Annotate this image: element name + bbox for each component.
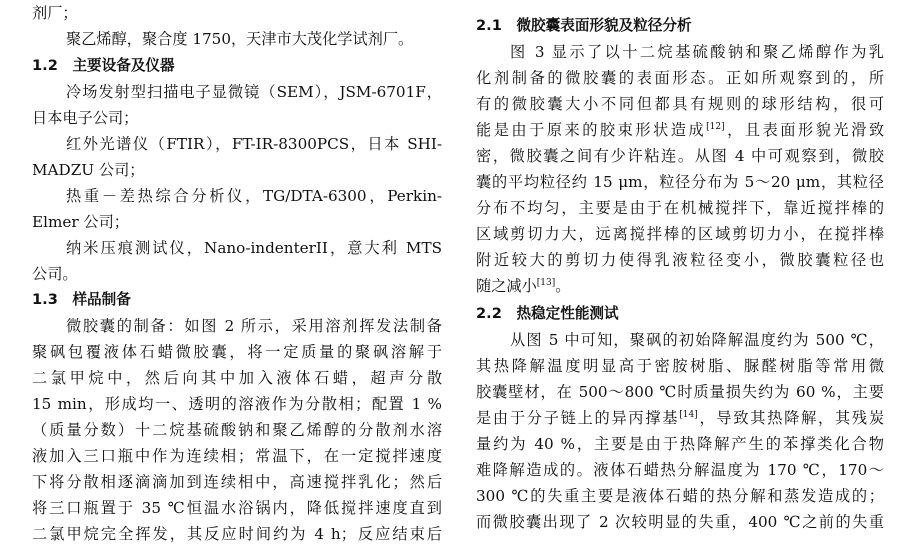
text-line: MADZU 公司；: [32, 161, 145, 179]
text-line: 公司。: [32, 265, 78, 283]
text-fragment: 是由于分子链上的异丙撑基: [476, 409, 680, 427]
section-heading-1-2: 1.2 主要设备及仪器: [32, 57, 175, 74]
section-heading-2-1: 2.1 微胶囊表面形貌及粒径分析: [476, 17, 692, 34]
text-fragment: 随之减小: [476, 277, 537, 295]
text-line: 300 ℃的失重主要是液体石蜡的热分解和蒸发造成的；: [476, 487, 884, 505]
text-line: 纳米压痕测试仪，Nano-indenterII，意大利 MTS: [66, 239, 442, 257]
citation-ref: [12]: [706, 121, 725, 132]
text-fragment: 能是由于原来的胶束形状造成: [476, 121, 707, 139]
text-line: 二氯甲烷中，然后向其中加入液体石蜡，超声分散: [32, 369, 442, 387]
text-fragment: ，且表面形貌光滑致: [724, 121, 884, 139]
right-column: [476, 0, 884, 553]
text-line: 难降解造成的。液体石蜡热分解温度为 170 ℃，170～: [476, 461, 884, 479]
text-line: 囊的平均粒径约 15 μm，粒径分布为 5～20 μm，其粒径: [476, 173, 884, 191]
text-line: 冷场发射型扫描电子显微镜（SEM），JSM-6701F，: [66, 83, 442, 101]
text-line: 图 3 显示了以十二烷基硫酸钠和聚乙烯醇作为乳: [510, 43, 884, 61]
text-line: Elmer 公司；: [32, 213, 129, 231]
text-line: 红外光谱仪（FTIR），FT-IR-8300PCS，日本 SHI-: [66, 135, 442, 153]
text-line: 二氯甲烷完全挥发，其反应时间约为 4 h；反应结束后: [32, 525, 442, 543]
text-line: 微胶囊的制备：如图 2 所示，采用溶剂挥发法制备: [66, 317, 442, 335]
text-line: 其热降解温度明显高于密胺树脂、脲醛树脂等常用微: [476, 357, 884, 375]
left-column: [32, 0, 442, 553]
text-line: 分布不均匀，主要是由于在机械搅拌下，靠近搅拌棒的: [476, 199, 884, 217]
text-line: 日本电子公司；: [32, 109, 139, 127]
text-line: 胶囊壁材，在 500～800 ℃时质量损失约为 60 %，主要: [476, 383, 884, 401]
text-line: （质量分数）十二烷基硫酸钠和聚乙烯醇的分散剂水溶: [32, 421, 442, 439]
text-line: [476, 117, 884, 143]
text-fragment: ，导致其热降解，其残炭: [697, 409, 884, 427]
text-line: 而微胶囊出现了 2 次较明显的失重，400 ℃之前的失重: [476, 513, 884, 531]
text-line: 附近较大的剪切力使得乳液粒径变小，微胶囊粒径也: [476, 251, 884, 269]
text-line: 区域剪切力大，远离搅拌棒的区域剪切力小，在搅拌棒: [476, 225, 884, 243]
text-line: 化剂制备的微胶囊的表面形态。正如所观察到的，所: [476, 69, 884, 87]
text-line: 将三口瓶置于 35 ℃恒温水浴锅内，降低搅拌速度直到: [32, 499, 442, 517]
text-line: 量约为 40 %，主要是由于热降解产生的苯撑类化合物: [476, 435, 884, 453]
section-heading-1-3: 1.3 样品制备: [32, 291, 131, 308]
text-line: [476, 405, 884, 431]
text-line: 从图 5 中可知，聚砜的初始降解温度约为 500 ℃，: [510, 331, 884, 349]
text-line: [476, 273, 570, 299]
citation-ref: [14]: [679, 409, 698, 420]
text-line: 剂厂；: [32, 4, 78, 22]
text-line: 液加入三口瓶中作为连续相；常温下，在一定搅拌速度: [32, 447, 442, 465]
text-line: 聚乙烯醇，聚合度 1750，天津市大茂化学试剂厂。: [66, 30, 414, 48]
text-fragment: 。: [555, 277, 571, 295]
citation-ref: [13]: [536, 277, 556, 288]
text-line: 有的微胶囊大小不同但都具有规则的球形结构，很可: [476, 95, 884, 113]
section-heading-2-2: 2.2 热稳定性能测试: [476, 305, 619, 322]
text-line: 下将分散相逐滴滴加到连续相中，高速搅拌乳化；然后: [32, 473, 442, 491]
text-line: 聚砜包覆液体石蜡微胶囊，将一定质量的聚砜溶解于: [32, 343, 442, 361]
text-line: 热重－差热综合分析仪，TG/DTA-6300，Perkin-: [66, 187, 442, 205]
text-line: 密，微胶囊之间有少许粘连。从图 4 中可观察到，微胶: [476, 147, 884, 165]
text-line: 15 min，形成均一、透明的溶液作为分散相；配置 1 %: [32, 395, 442, 413]
